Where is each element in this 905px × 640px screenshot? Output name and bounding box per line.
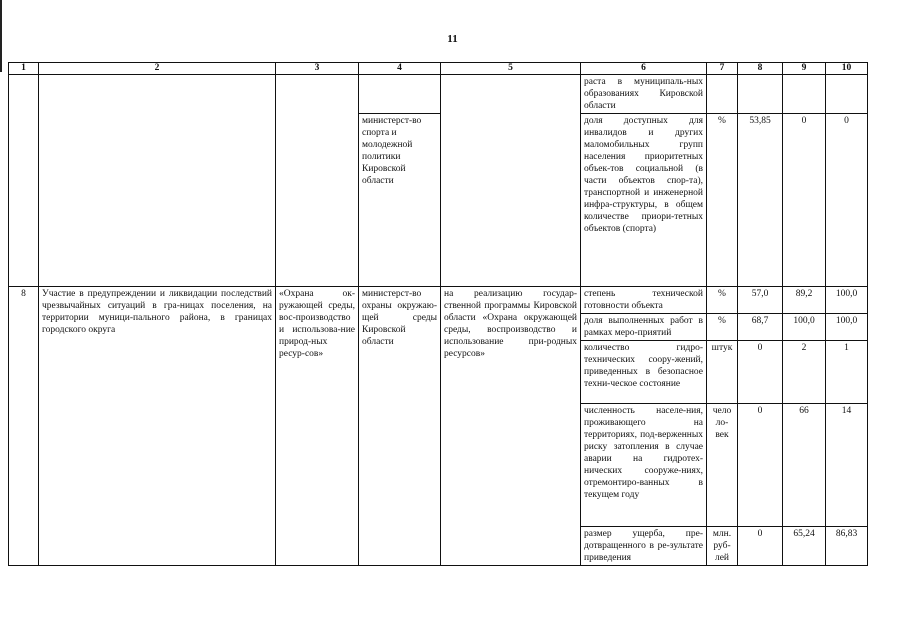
program-table xyxy=(8,62,868,566)
indicator-text: размер ущерба, пре-дотвращенного в ре-зультате приведения xyxy=(581,527,707,566)
cont-indicator-v8 xyxy=(738,75,783,114)
indicator-v10: 100,0 xyxy=(826,314,868,341)
cont-indicator2-v8: 53,85 xyxy=(738,114,783,287)
indicator-v8: 68,7 xyxy=(738,314,783,341)
row-8-indicator-1 xyxy=(9,287,868,314)
indicator-unit: % xyxy=(707,287,738,314)
cont-indicator2-v10: 0 xyxy=(826,114,868,287)
cont-indicator-text: раста в муниципаль-ных образованиях Кировской области xyxy=(581,75,707,114)
header-col-4: 4 xyxy=(359,63,441,75)
responsible-ministry: министерст-во охраны окружаю-щей среды Кировской области xyxy=(359,287,441,566)
page-number: 11 xyxy=(447,33,458,45)
indicator-unit: штук xyxy=(707,341,738,404)
cont-indicator-v9 xyxy=(783,75,826,114)
header-col-7: 7 xyxy=(707,63,738,75)
header-col-9: 9 xyxy=(783,63,826,75)
cont-cell-purpose xyxy=(441,75,581,287)
cont-cell-num xyxy=(9,75,39,287)
indicator-text: количество гидро-технических соору-жений, приведенных в безопасное техни-ческое состояние xyxy=(581,341,707,404)
cont-indicator2-v9: 0 xyxy=(783,114,826,287)
continuation-row xyxy=(9,75,868,114)
header-col-10: 10 xyxy=(826,63,868,75)
indicator-unit: % xyxy=(707,314,738,341)
indicator-unit: млн. руб-лей xyxy=(707,527,738,566)
cont-indicator2-unit: % xyxy=(707,114,738,287)
cont-cell-program xyxy=(276,75,359,287)
cont-indicator-unit xyxy=(707,75,738,114)
indicator-v9: 100,0 xyxy=(783,314,826,341)
indicator-v8: 0 xyxy=(738,341,783,404)
indicator-v9: 2 xyxy=(783,341,826,404)
indicator-text: численность населе-ния, проживающего на территориях, под-верженных риску затопления в случае аварии на гидротех-нических сооруже-ниях, отремонтиро-ванных в текущем году xyxy=(581,404,707,527)
cont-cell-event xyxy=(39,75,276,287)
indicator-v8: 0 xyxy=(738,527,783,566)
cont-indicator2-text: доля доступных для инвалидов и других маломобильных групп населения приоритетных объек-тов социальной (в части объектов спор-та), транспортной и инженерной инфра-структуры, в общем количестве приори-тетных объектов (спорта) xyxy=(581,114,707,287)
header-col-6: 6 xyxy=(581,63,707,75)
program-name: «Охрана ок-ружающей среды, вос-производство и использова-ние природ-ных ресур-сов» xyxy=(276,287,359,566)
funding-purpose: на реализацию государ-ственной программы Кировской области «Охрана окружающей среды, воспроизводство и использование при-родных ресурсов» xyxy=(441,287,581,566)
indicator-unit: чело ло-век xyxy=(707,404,738,527)
header-col-1: 1 xyxy=(9,63,39,75)
indicator-v8: 0 xyxy=(738,404,783,527)
cont-indicator-v10 xyxy=(826,75,868,114)
cont-ministry: министерст-во спорта и молодежной политики Кировской области xyxy=(359,114,441,287)
indicator-v10: 1 xyxy=(826,341,868,404)
indicator-v10: 100,0 xyxy=(826,287,868,314)
header-col-5: 5 xyxy=(441,63,581,75)
indicator-v8: 57,0 xyxy=(738,287,783,314)
indicator-v10: 86,83 xyxy=(826,527,868,566)
header-col-3: 3 xyxy=(276,63,359,75)
indicator-v10: 14 xyxy=(826,404,868,527)
header-col-2: 2 xyxy=(39,63,276,75)
indicator-v9: 66 xyxy=(783,404,826,527)
header-col-8: 8 xyxy=(738,63,783,75)
indicator-v9: 65,24 xyxy=(783,527,826,566)
indicator-text: доля выполненных работ в рамках меро-приятий xyxy=(581,314,707,341)
indicator-text: степень технической готовности объекта xyxy=(581,287,707,314)
header-row xyxy=(9,63,868,75)
indicator-v9: 89,2 xyxy=(783,287,826,314)
event-name: Участие в предупреждении и ликвидации последствий чрезвычайных ситуаций в гра-ницах поселения, на территории муници-пального района, в границах городского округа xyxy=(39,287,276,566)
row-number: 8 xyxy=(9,287,39,566)
cont-cell-ministry-top xyxy=(359,75,441,114)
